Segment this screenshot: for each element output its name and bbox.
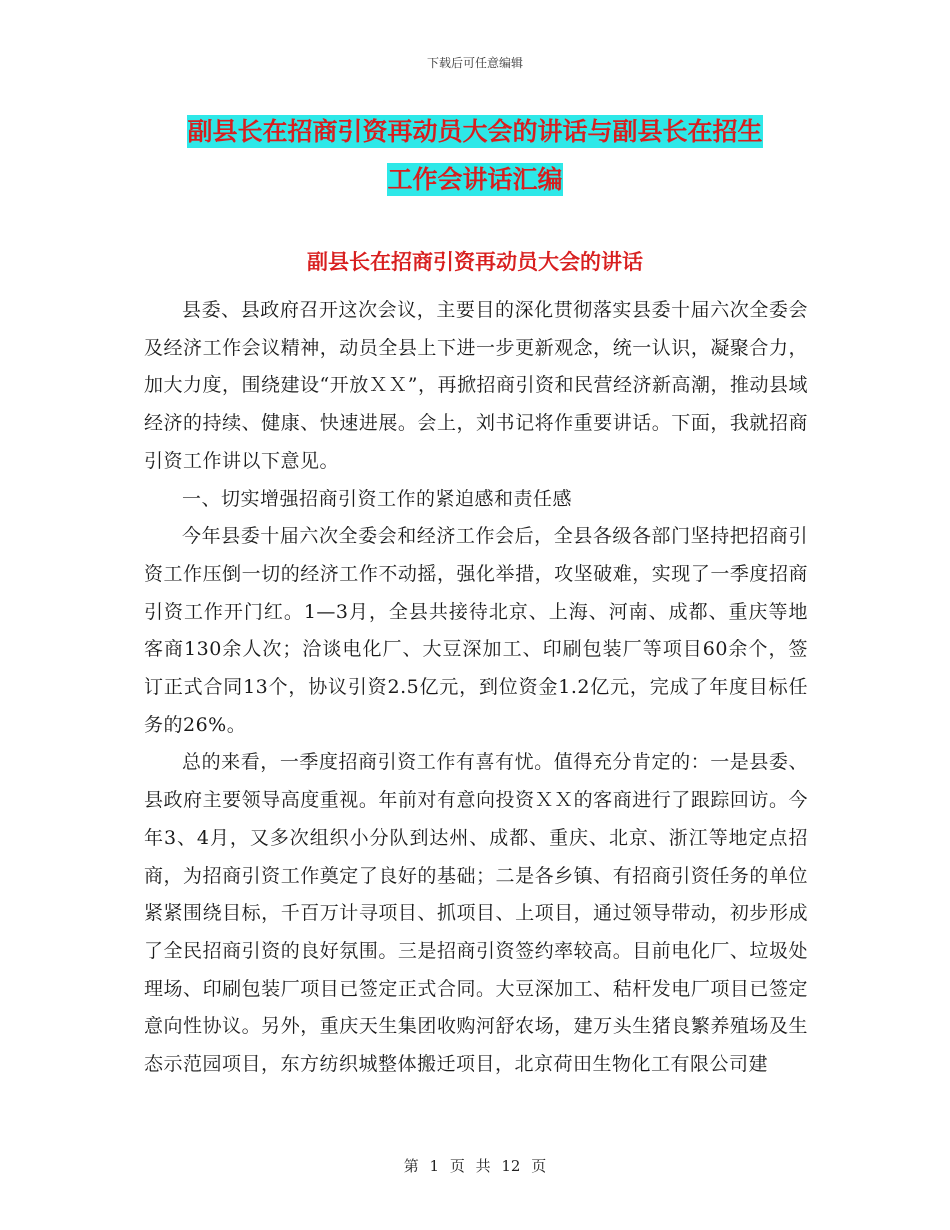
document-title-line-2: 工作会讲话汇编: [387, 165, 563, 194]
header-note: 下载后可任意编辑: [426, 56, 523, 70]
paragraph-intro: 县委、县政府召开这次会议，主要目的深化贯彻落实县委十届六次全委会及经济工作会议精神，动员全县上下进一步更新观念，统一认识，凝聚合力，加大力度，围绕建设“开放ＸＸ”，再掀招商引资和民营经济新高潮，推动县域经济的持续、健康、快速进展。会上，刘书记将作重要讲话。下面，我就招商引资工作讲以下意见。: [144, 299, 808, 472]
paragraph-summary: 总的来看，一季度招商引资工作有喜有忧。值得充分肯定的：一是县委、县政府主要领导高度重视。年前对有意向投资ＸＸ的客商进行了跟踪回访。今年3、4月，又多次组织小分队到达州、成都、重庆、北京、浙江等地定点招商，为招商引资工作奠定了良好的基础；二是各乡镇、有招商引资任务的单位紧紧围绕目标，千百万计寻项目、抓项目、上项目，通过领导带动，初步形成了全民招商引资的良好氛围。三是招商引资签约率较高。目前电化厂、垃圾处理场、印刷包装厂项目已签定正式合同。大豆深加工、秸杆发电厂项目已签定意向性协议。另外，重庆天生集团收购河舒农场，建万头生猪良繁养殖场及生态示范园项目，东方纺织城整体搬迁项目，北京荷田生物化工有限公司建: [144, 751, 808, 1076]
body-text: [144, 292, 808, 1084]
section-title: 副县长在招商引资再动员大会的讲话: [307, 250, 643, 274]
document-title: [0, 108, 950, 204]
paragraph-achievements: 今年县委十届六次全委会和经济工作会后，全县各级各部门坚持把招商引资工作压倒一切的经济工作不动摇，强化举措，攻坚破难，实现了一季度招商引资工作开门红。1—3月，全县共接待北京、上海、河南、成都、重庆等地客商130余人次；洽谈电化厂、大豆深加工、印刷包装厂等项目60余个，签订正式合同13个，协议引资2.5亿元，到位资金1.2亿元，完成了年度目标任务的26%。: [144, 525, 808, 736]
document-title-line-1: 副县长在招商引资再动员大会的讲话与副县长在招生: [187, 117, 763, 146]
page-footer: 第 1 页 共 12 页: [403, 1157, 547, 1175]
paragraph-heading-1: 一、切实增强招商引资工作的紧迫感和责任感: [182, 487, 573, 510]
